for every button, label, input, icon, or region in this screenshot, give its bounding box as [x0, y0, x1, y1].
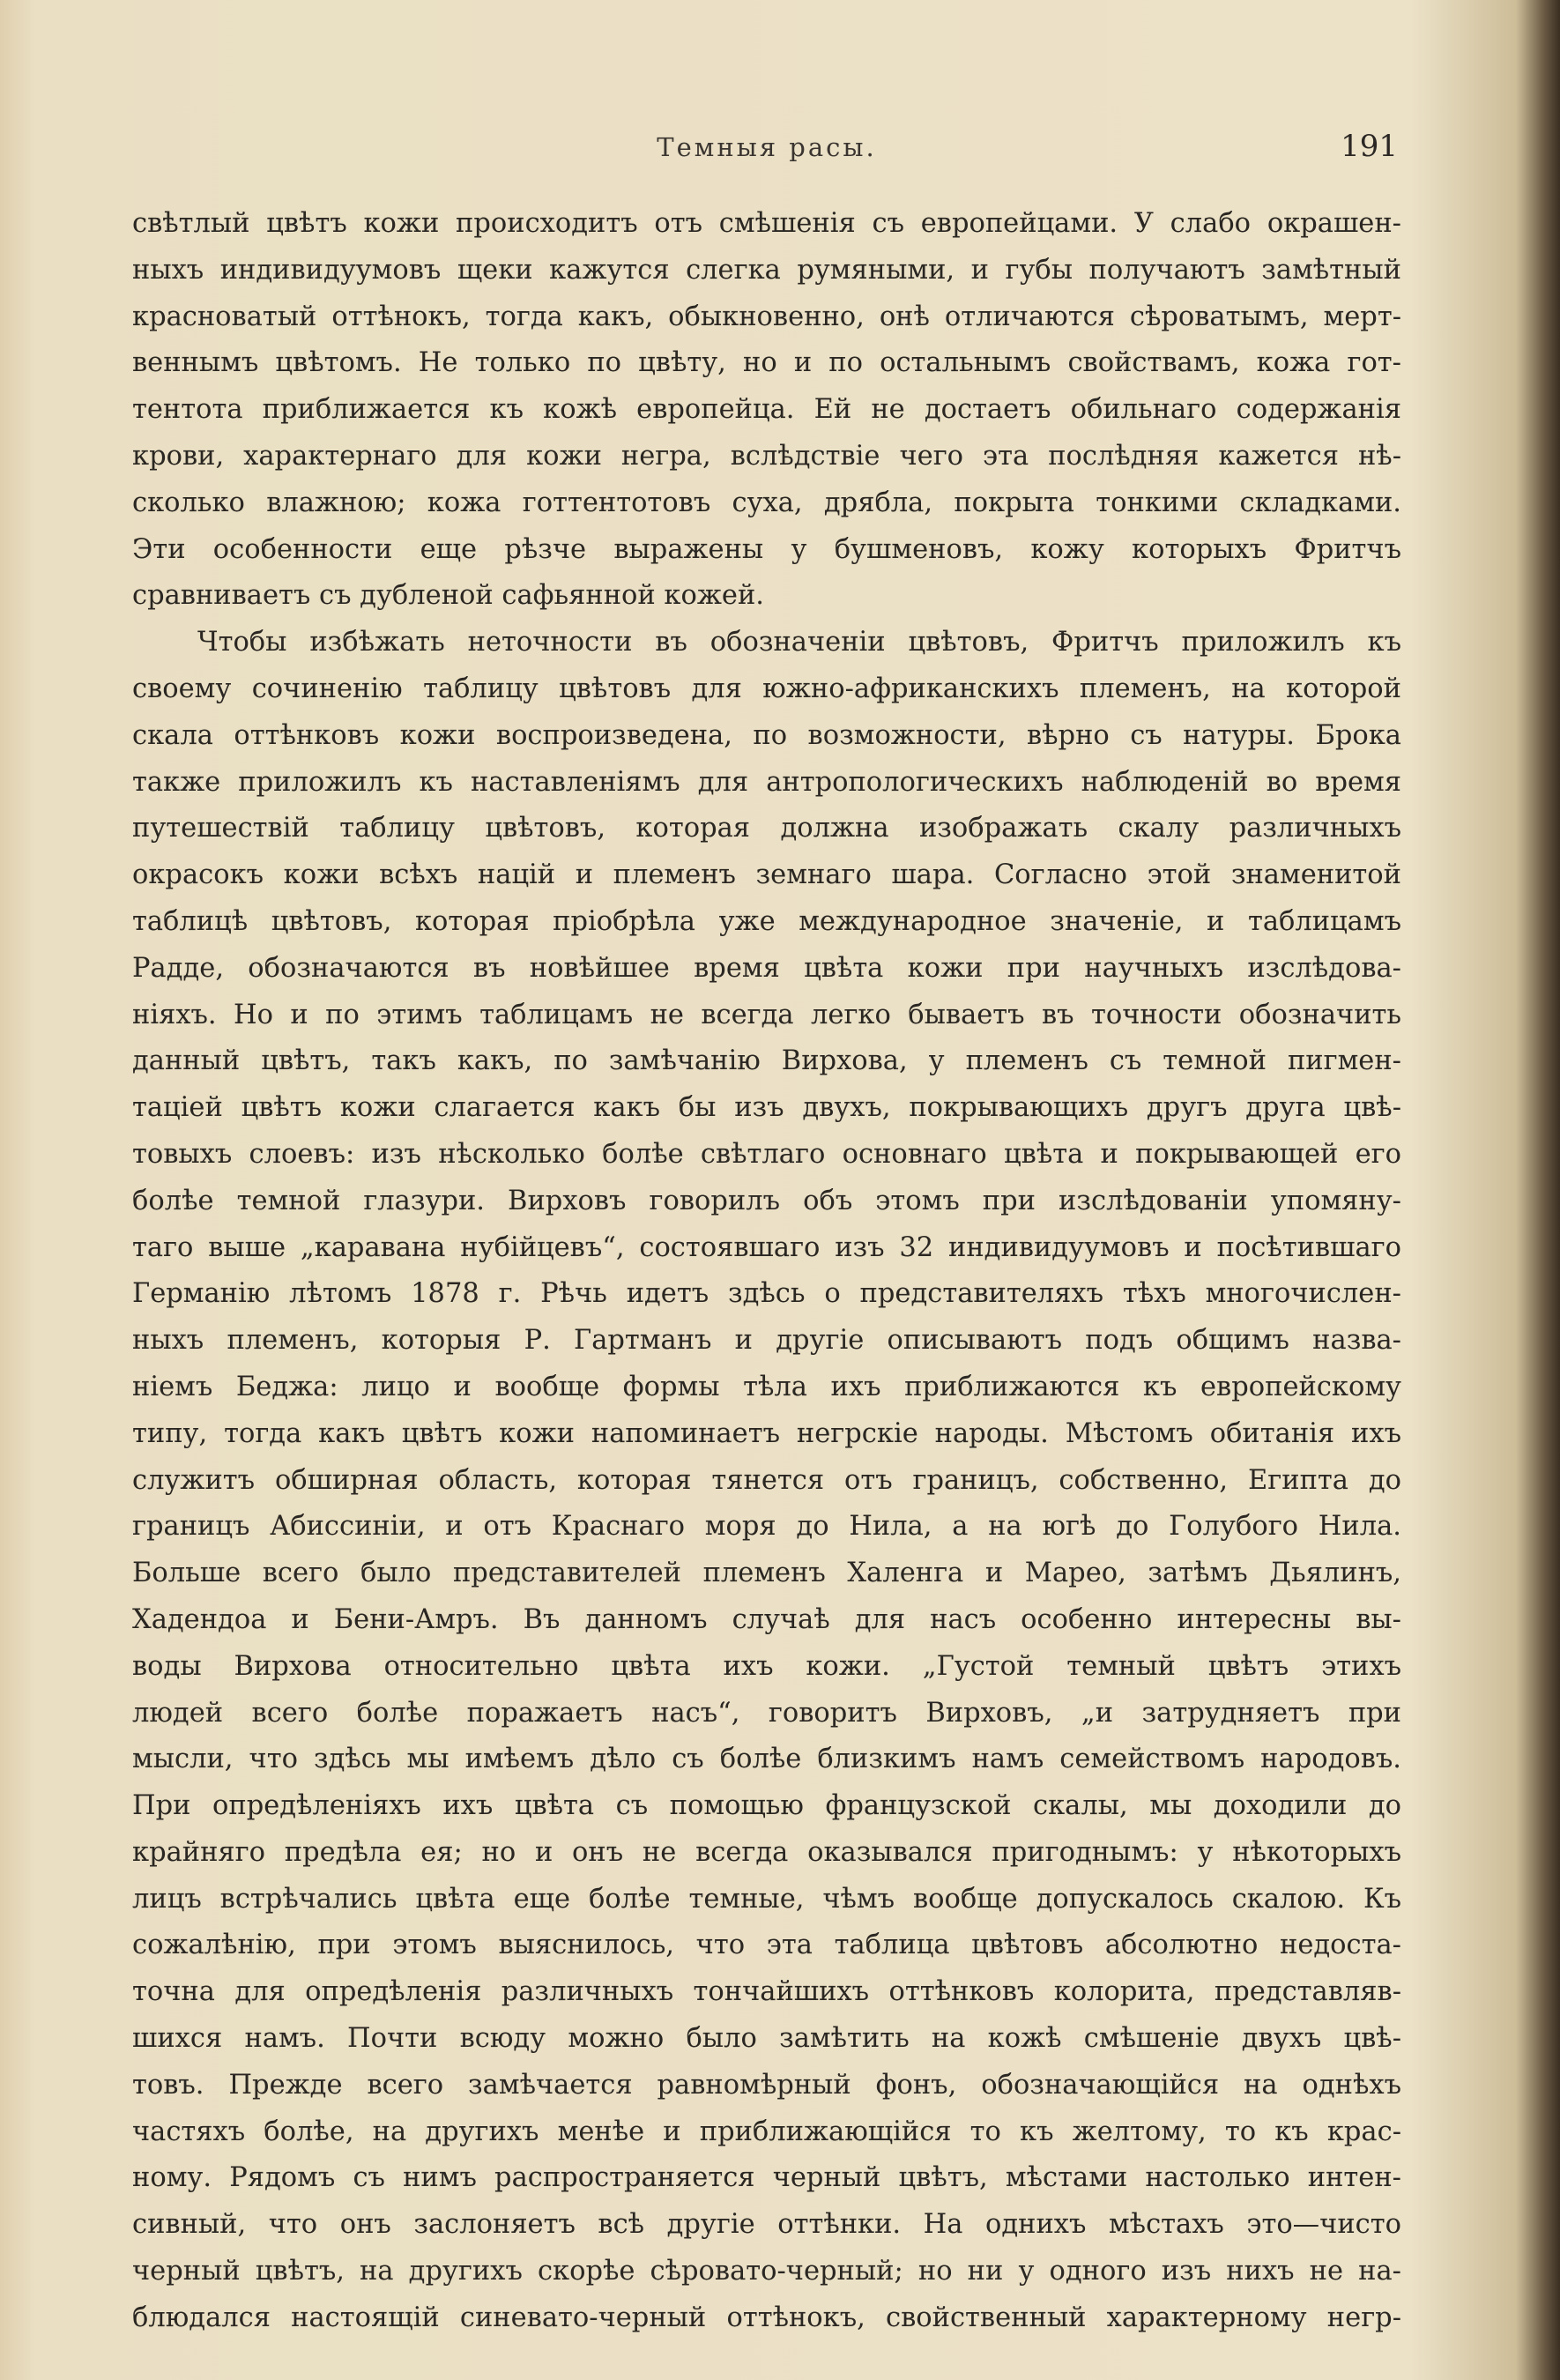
text-line: частяхъ болѣе, на другихъ менѣе и приближающійся то къ желтому, то къ крас- [132, 2116, 1401, 2147]
text-line: окрасокъ кожи всѣхъ націй и племенъ земнаго шара. Согласно этой знаменитой [132, 859, 1401, 891]
text-line: Эти особенности еще рѣзче выражены у бушменовъ, кожу которыхъ Фритчъ [132, 533, 1401, 565]
text-line: данный цвѣтъ, такъ какъ, по замѣчанію Вирхова, у племенъ съ темной пигмен- [132, 1045, 1401, 1077]
text-line: точна для опредѣленія различныхъ тончайшихъ оттѣнковъ колорита, представляв- [132, 1976, 1401, 2008]
text-line: крайняго предѣла ея; но и онъ не всегда оказывался пригоднымъ: у нѣкоторыхъ [132, 1836, 1401, 1868]
text-line: черный цвѣтъ, на другихъ скорѣе сѣровато-черный; но ни у одного изъ нихъ не на- [132, 2256, 1401, 2287]
paragraph-last-line: сравниваетъ съ дубленой сафьянной кожей. [132, 580, 764, 612]
text-line: Хадендоа и Бени-Амръ. Въ данномъ случаѣ для насъ особенно интересны вы- [132, 1603, 1401, 1635]
text-line: таго выше „каравана нубійцевъ“, состоявшаго изъ 32 индивидуумовъ и посѣтившаго [132, 1231, 1401, 1263]
text-line: красноватый оттѣнокъ, тогда какъ, обыкновенно, онѣ отличаются сѣроватымъ, мерт- [132, 301, 1401, 332]
text-line: блюдался настоящій синевато-черный оттѣнокъ, свойственный характерному негр- [132, 2302, 1401, 2333]
text-line: Больше всего было представителей племенъ Халенга и Мареo, затѣмъ Дьялинъ, [132, 1558, 1401, 1589]
text-line: путешествій таблицу цвѣтовъ, которая должна изображать скалу различныхъ [132, 813, 1401, 844]
running-title: Темныя расы. [657, 132, 877, 162]
text-line: воды Вирхова относительно цвѣта ихъ кожи. „Густой темный цвѣтъ этихъ [132, 1650, 1401, 1682]
text-line: товъ. Прежде всего замѣчается равномѣрный фонъ, обозначающійся на однѣхъ [132, 2069, 1401, 2101]
text-line: типу, тогда какъ цвѣтъ кожи напоминаетъ негрскіе народы. Мѣстомъ обитанія ихъ [132, 1417, 1401, 1449]
text-line: ніяхъ. Но и по этимъ таблицамъ не всегда легко бываетъ въ точности обозначить [132, 999, 1401, 1030]
text-line: Радде, обозначаются въ новѣйшее время цвѣта кожи при научныхъ изслѣдова- [132, 952, 1401, 984]
text-line: Германію лѣтомъ 1878 г. Рѣчь идетъ здѣсь о представителяхъ тѣхъ многочислен- [132, 1278, 1401, 1310]
text-line: сожалѣнію, при этомъ выяснилось, что эта таблица цвѣтовъ абсолютно недоста- [132, 1930, 1401, 1961]
text-line: ныхъ индивидуумовъ щеки кажутся слегка румяными, и губы получаютъ замѣтный [132, 254, 1401, 286]
text-line: сколько влажною; кожа готтентотовъ суха, дрябла, покрыта тонкими складками. [132, 487, 1401, 518]
page-number: 191 [1341, 129, 1398, 164]
text-line: людей всего болѣе поражаетъ насъ“, говоритъ Вирховъ, „и затрудняетъ при [132, 1697, 1401, 1729]
paragraph-first-line: Чтобы избѣжать неточности въ обозначеніи цвѣтовъ, Фритчъ приложилъ къ [197, 627, 1401, 658]
text-line: товыхъ слоевъ: изъ нѣсколько болѣе свѣтлаго основнаго цвѣта и покрывающей его [132, 1138, 1401, 1170]
text-line: служитъ обширная область, которая тянется отъ границъ, собственно, Египта до [132, 1464, 1401, 1496]
page-header [132, 129, 1401, 176]
text-line: ному. Рядомъ съ нимъ распространяется черный цвѣтъ, мѣстами настолько интен- [132, 2162, 1401, 2194]
text-line: лицъ встрѣчались цвѣта еще болѣе темные, чѣмъ вообще допускалось скалою. Къ [132, 1883, 1401, 1915]
text-line: сивный, что онъ заслоняетъ всѣ другіе оттѣнки. На однихъ мѣстахъ это—чисто [132, 2209, 1401, 2241]
text-line: При опредѣленіяхъ ихъ цвѣта съ помощью французской скалы, мы доходили до [132, 1790, 1401, 1822]
text-line: крови, характернаго для кожи негра, вслѣдствіе чего эта послѣдняя кажется нѣ- [132, 440, 1401, 472]
text-line: свѣтлый цвѣтъ кожи происходитъ отъ смѣшенія съ европейцами. У слабо окрашен- [132, 208, 1401, 239]
text-line: ніемъ Беджа: лицо и вообще формы тѣла ихъ приближаются къ европейскому [132, 1371, 1401, 1402]
text-line: шихся намъ. Почти всюду можно было замѣтить на кожѣ смѣшеніе двухъ цвѣ- [132, 2023, 1401, 2055]
text-line: тентота приближается къ кожѣ европейца. Ей не достаетъ обильнаго содержанія [132, 394, 1401, 426]
text-line: таблицѣ цвѣтовъ, которая пріобрѣла уже международное значеніе, и таблицамъ [132, 905, 1401, 937]
text-line: веннымъ цвѣтомъ. Не только по цвѣту, но и по остальнымъ свойствамъ, кожа гот- [132, 347, 1401, 379]
text-line: также приложилъ къ наставленіямъ для антропологическихъ наблюденій во время [132, 766, 1401, 798]
text-line: границъ Абиссиніи, и отъ Краснаго моря до Нила, а на югѣ до Голубого Нила. [132, 1511, 1401, 1543]
text-line: болѣе темной глазури. Вирховъ говорилъ объ этомъ при изслѣдованіи упомяну- [132, 1185, 1401, 1216]
text-line: мысли, что здѣсь мы имѣемъ дѣло съ болѣе близкимъ намъ семействомъ народовъ. [132, 1744, 1401, 1775]
text-line: ныхъ племенъ, которыя Р. Гартманъ и другіе описываютъ подъ общимъ назва- [132, 1325, 1401, 1357]
text-line: таціей цвѣтъ кожи слагается какъ бы изъ двухъ, покрывающихъ другъ друга цвѣ- [132, 1092, 1401, 1124]
text-line: своему сочиненію таблицу цвѣтовъ для южно-африканскихъ племенъ, на которой [132, 673, 1401, 704]
text-line: скала оттѣнковъ кожи воспроизведена, по возможности, вѣрно съ натуры. Брока [132, 719, 1401, 751]
body-text [132, 201, 1401, 2342]
